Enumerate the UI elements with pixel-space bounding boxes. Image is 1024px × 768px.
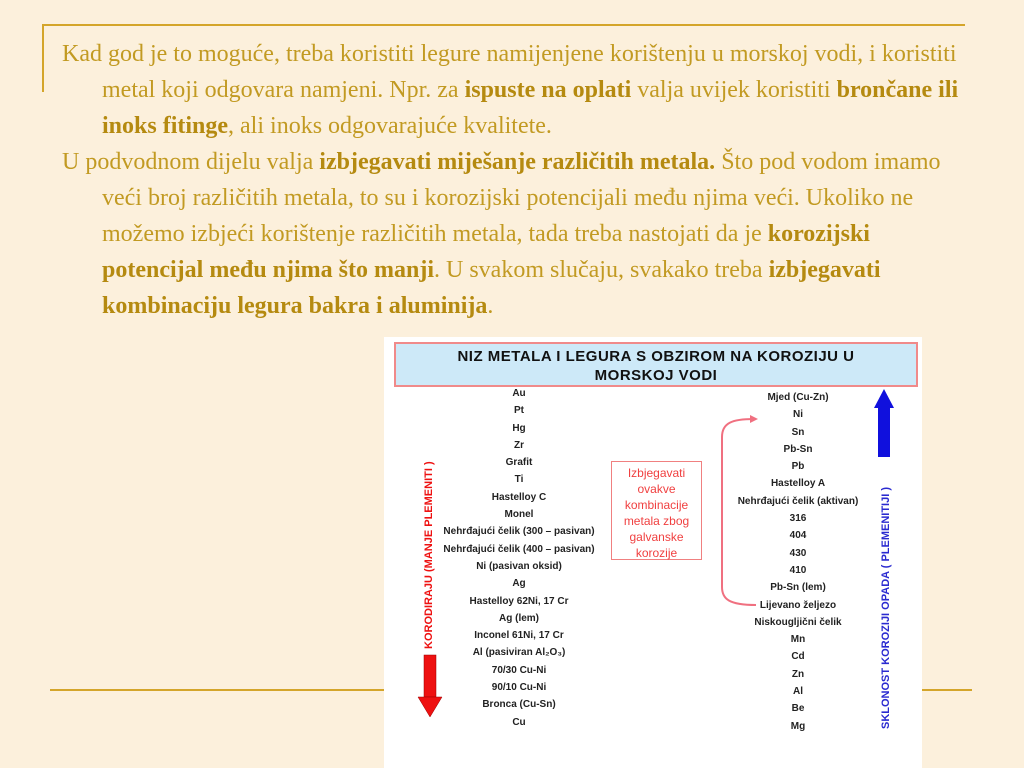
metal-item: Pt <box>514 405 524 417</box>
right-axis-label: SKLONOST KOROZIJI OPADA ( PLEMENITIJI ) <box>880 486 892 729</box>
title-line-1: NIZ METALA I LEGURA S OBZIROM NA KOROZIJU U <box>457 348 855 365</box>
metal-item: Be <box>791 703 805 715</box>
metal-item: Pb-Sn <box>783 443 813 455</box>
left-metal-list <box>419 385 619 731</box>
paragraph-1 <box>62 36 962 144</box>
title-line-2: MORSKOJ VODI <box>594 367 718 384</box>
metal-item: 70/30 Cu-Ni <box>491 664 547 676</box>
metal-item: Hg <box>512 422 526 434</box>
text-segment: , ali inoks odgovarajuće kvalitete. <box>228 113 552 139</box>
metal-item: Cd <box>791 651 805 663</box>
text-segment: . U svakom slučaju, svakako treba <box>434 257 769 283</box>
text-segment: . <box>487 293 494 319</box>
metal-item: Mg <box>790 720 806 732</box>
metal-item: Monel <box>504 509 534 521</box>
metal-item: Mjed (Cu-Zn) <box>767 392 829 403</box>
metal-item: Al (pasiviran Al₂O₃) <box>472 647 566 659</box>
metal-item: 404 <box>789 530 807 542</box>
corrosion-series-figure <box>384 337 922 768</box>
metal-item: Sn <box>791 426 805 438</box>
metal-item: Bronca (Cu-Sn) <box>482 699 556 711</box>
text-segment: U podvodnom dijelu valja <box>62 149 320 175</box>
metal-item: Ti <box>514 474 524 486</box>
metal-item: Niskougljični čelik <box>754 616 842 628</box>
metal-item: Zr <box>514 439 524 451</box>
figure-title <box>394 342 918 387</box>
bold-text: ispuste na oplati <box>464 77 632 103</box>
bold-text: korozijski potencijal među njima što manji <box>102 221 870 283</box>
metal-item: Lijevano željezo <box>759 599 837 611</box>
metal-item: Hastelloy 62Ni, 17 Cr <box>469 595 569 607</box>
bold-text: izbjegavati kombinaciju legura bakra i aluminija <box>102 257 881 319</box>
metal-item: Mn <box>790 634 806 646</box>
metal-item: Hastelloy C <box>491 491 547 503</box>
metal-item: Pb-Sn (lem) <box>770 582 826 594</box>
bold-text: brončane ili inoks fitinge <box>102 77 959 139</box>
metal-item: Inconel 61Ni, 17 Cr <box>474 630 564 642</box>
metal-item: Au <box>512 388 526 399</box>
metal-item: Nehrđajući čelik (300 – pasivan) <box>443 526 595 538</box>
metal-item: 90/10 Cu-Ni <box>491 682 547 694</box>
metal-item: 430 <box>789 547 807 559</box>
bold-text: izbjegavati miješanje različitih metala. <box>319 149 716 175</box>
left-axis-label: KORODIRAJU (MANJE PLEMENITI ) <box>423 461 435 649</box>
metal-item: Al <box>793 686 803 698</box>
text-segment: Kad god je to moguće, treba koristiti legure namijenjene korištenju u morskoj vodi, i koristiti metal koji odgovara namjeni. Npr. za <box>62 41 957 103</box>
metal-item: Grafit <box>505 457 533 469</box>
warning-box: Izbjegavati ovakve kombinacije metala zbog galvanske korozije <box>611 461 702 560</box>
metal-item: Pb <box>791 461 805 473</box>
text-segment: valja uvijek koristiti <box>631 77 837 103</box>
metal-item: Nehrđajući čelik (aktivan) <box>737 495 859 507</box>
metal-item: Nehrđajući čelik (400 – pasivan) <box>443 543 595 555</box>
metal-item: Ni (pasivan oksid) <box>476 560 562 572</box>
metal-item: Ag (lem) <box>499 612 539 624</box>
left-rule <box>42 24 44 92</box>
paragraph-2 <box>62 144 962 324</box>
metal-item: 410 <box>789 564 807 576</box>
metal-item: Zn <box>791 668 805 680</box>
metal-item: Hastelloy A <box>770 478 826 490</box>
top-rule <box>42 24 965 26</box>
metal-item: 316 <box>789 513 807 525</box>
metal-item: Ag <box>512 578 526 590</box>
text-segment: Što pod vodom imamo veći broj različitih metala, to su i korozijski potencijali među njima veći. Ukoliko ne možemo izbjeći korištenje različitih metala, tada treba nastojati da je <box>102 149 941 247</box>
metal-item: Cu <box>512 716 526 728</box>
right-metal-list <box>698 389 898 735</box>
metal-item: Ni <box>793 409 803 421</box>
